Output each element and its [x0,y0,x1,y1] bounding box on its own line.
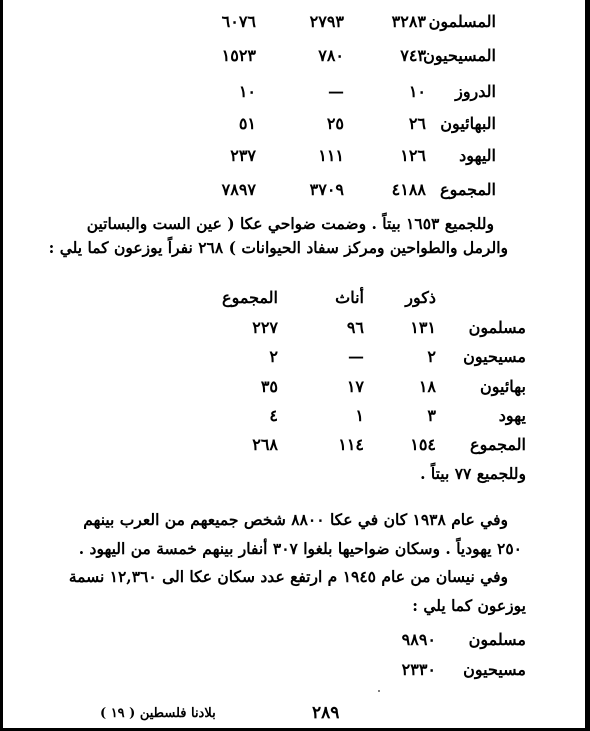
table-header-row [0,286,590,312]
cell-value: ١٣١ [410,318,436,337]
table-row-total [0,433,590,459]
cell-value: ١٠ [408,82,426,101]
cell-value: ٣ [427,406,436,425]
book-title-footer: بلادنا فلسطين ( ١٩ ) [100,706,216,721]
row-label: مسلمون [468,630,526,649]
houses-total-line: وللجميع ٧٧ بيتاً . [420,464,526,483]
row-label: الدروز [455,82,496,101]
cell-total: ٢٦٨ [252,435,278,454]
cell-total: ٢٢٧ [252,318,278,337]
cell-value: ١٥٤ [410,435,436,454]
paragraph-line: وفي عام ١٩٣٨ كان في عكا ٨٨٠٠ شخص جميعهم من العرب بينهم [83,510,508,529]
row-label: مسيحيون [463,660,526,679]
table-row [0,10,590,36]
cell-value: ١٢٦ [400,146,426,165]
paragraph-line: يوزعون كما يلي : [412,596,526,615]
cell-value: ٧٤٣ [400,46,426,65]
paragraph-line: ٢٥٠ يهودياً . وسكان ضواحيها بلغوا ٣٠٧ أنفار بينهم خمسة من اليهود . [78,539,522,558]
cell-value: ١٨ [418,377,436,396]
cell-value: ٢٦ [408,114,426,133]
cell-value: ٢٧٩٣ [309,12,344,31]
cell-value: ٧٨٠ [318,46,344,65]
table-row [0,345,590,371]
row-label: المجموع [470,435,526,454]
row-label: اليهود [459,146,496,165]
page-number: ٢٨٩ [312,703,340,723]
table-row [0,375,590,401]
table-row [0,404,590,430]
table-row [0,112,590,138]
cell-value: ١ [355,406,364,425]
column-header-females: أناث [335,288,364,307]
cell-value: ١٧ [346,377,364,396]
paragraph-line: وللجميع ١٦٥٣ بيتاً . وضمت ضواحي عكا ( عين الست والبساتين [86,214,494,233]
row-label: المجموع [440,180,496,199]
cell-total: ١٠ [238,82,256,101]
cell-value: ٩٨٩٠ [401,630,436,649]
cell-value: ٤١٨٨ [391,180,426,199]
row-label: مسلمون [468,318,526,337]
row-label: يهود [498,406,526,425]
cell-value: ٣٧٠٩ [309,180,344,199]
column-header-total: المجموع [222,288,278,307]
scan-speck [378,690,380,692]
table-row [0,658,590,684]
cell-total: ٤ [269,406,278,425]
cell-value: ٩٦ [346,318,364,337]
cell-total: ٥١ [238,114,256,133]
cell-total: ١٥٢٣ [221,46,256,65]
row-label: البهائيون [440,114,496,133]
cell-total: ٧٨٩٧ [221,180,256,199]
table-row-total [0,178,590,204]
table-row [0,144,590,170]
column-header-males: ذكور [405,288,436,307]
table-row [0,628,590,654]
paragraph-line: وفي نيسان من عام ١٩٤٥ م ارتفع عدد سكان عكا الى ١٢,٣٦٠ نسمة [68,567,508,586]
cell-total: ٢٣٧ [230,146,256,165]
cell-value: ٢ [427,347,436,366]
cell-total: ٣٥ [260,377,278,396]
cell-total: ٢ [269,347,278,366]
cell-total: ٦٠٧٦ [221,12,256,31]
cell-value: ٢٥ [326,114,344,133]
table-row [0,44,590,70]
table-row [0,316,590,342]
cell-value: ١١١ [318,146,344,165]
paragraph-line: والرمل والطواحين ومركز سفاد الحيوانات ) ٢٦٨ نفراً يوزعون كما يلي : [48,238,508,257]
row-label: مسيحيون [463,347,526,366]
cell-value: ٢٣٣٠ [401,660,436,679]
row-label: بهائيون [480,377,526,396]
cell-value: ٣٢٨٣ [391,12,426,31]
cell-value: — [328,82,344,101]
row-label: المسلمون [428,12,496,31]
cell-value: ١١٤ [338,435,364,454]
table-row [0,80,590,106]
cell-value: — [348,347,364,366]
row-label: المسيحيون [423,46,496,65]
